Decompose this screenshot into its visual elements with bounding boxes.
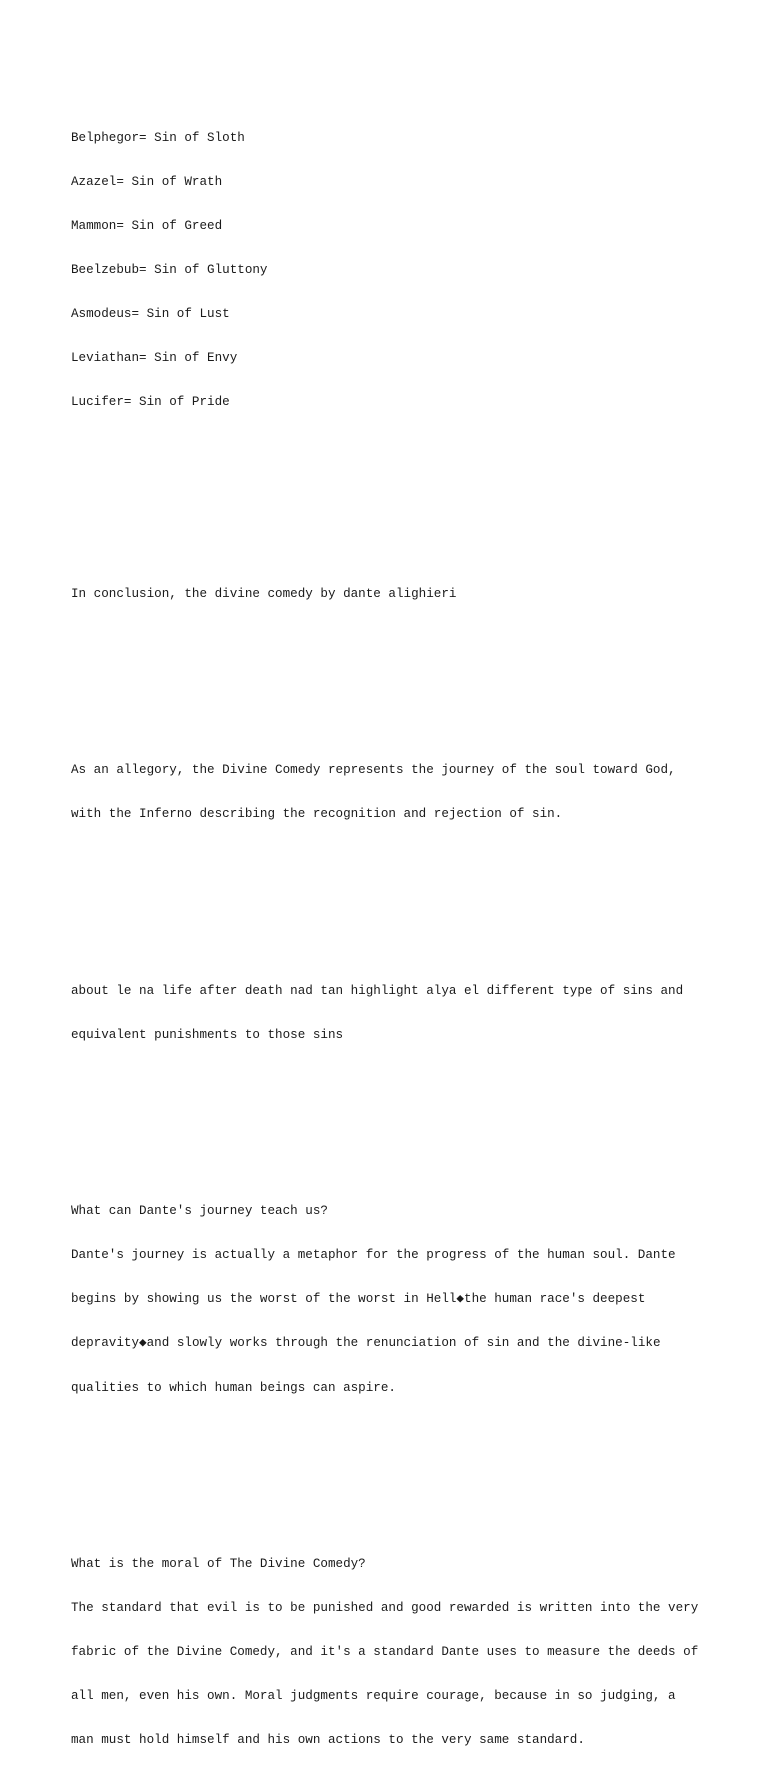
conclusion-paragraph <box>71 557 731 631</box>
journey-paragraph <box>71 1175 731 1425</box>
sin-line: Lucifer= Sin of Pride <box>71 395 230 410</box>
allegory-paragraph <box>71 734 731 852</box>
sin-line: Mammon= Sin of Greed <box>71 219 223 234</box>
sin-line: Azazel= Sin of Wrath <box>71 174 223 189</box>
paragraph-line: man must hold himself and his own actions to the very same standard. <box>71 1733 585 1748</box>
paragraph-line: fabric of the Divine Comedy, and it's a standard Dante uses to measure the deeds of <box>71 1645 699 1660</box>
document-page <box>71 72 731 1792</box>
paragraph-line: depravity◆and slowly works through the renunciation of sin and the divine-like <box>71 1336 661 1351</box>
sin-line: Belphegor= Sin of Sloth <box>71 130 245 145</box>
paragraph-line: qualities to which human beings can aspire. <box>71 1380 396 1395</box>
paragraph-line: begins by showing us the worst of the worst in Hell◆the human race's deepest <box>71 1292 646 1307</box>
question-heading: What is the moral of The Divine Comedy? <box>71 1556 366 1571</box>
sins-list <box>71 101 731 439</box>
paragraph-line: Dante's journey is actually a metaphor for the progress of the human soul. Dante <box>71 1248 676 1263</box>
moral-paragraph <box>71 1528 731 1778</box>
sin-line: Beelzebub= Sin of Gluttony <box>71 263 268 278</box>
paragraph-line: equivalent punishments to those sins <box>71 1027 344 1042</box>
paragraph-line: As an allegory, the Divine Comedy represents the journey of the soul toward God, <box>71 763 676 778</box>
sin-line: Asmodeus= Sin of Lust <box>71 307 230 322</box>
sin-line: Leviathan= Sin of Envy <box>71 351 238 366</box>
paragraph-line: about le na life after death nad tan highlight alya el different type of sins and <box>71 983 684 998</box>
paragraph-line: with the Inferno describing the recognition and rejection of sin. <box>71 807 563 822</box>
about-paragraph <box>71 954 731 1072</box>
paragraph-line: all men, even his own. Moral judgments require courage, because in so judging, a <box>71 1689 676 1704</box>
conclusion-line: In conclusion, the divine comedy by dante alighieri <box>71 586 457 601</box>
paragraph-line: The standard that evil is to be punished and good rewarded is written into the very <box>71 1601 699 1616</box>
question-heading: What can Dante's journey teach us? <box>71 1204 328 1219</box>
